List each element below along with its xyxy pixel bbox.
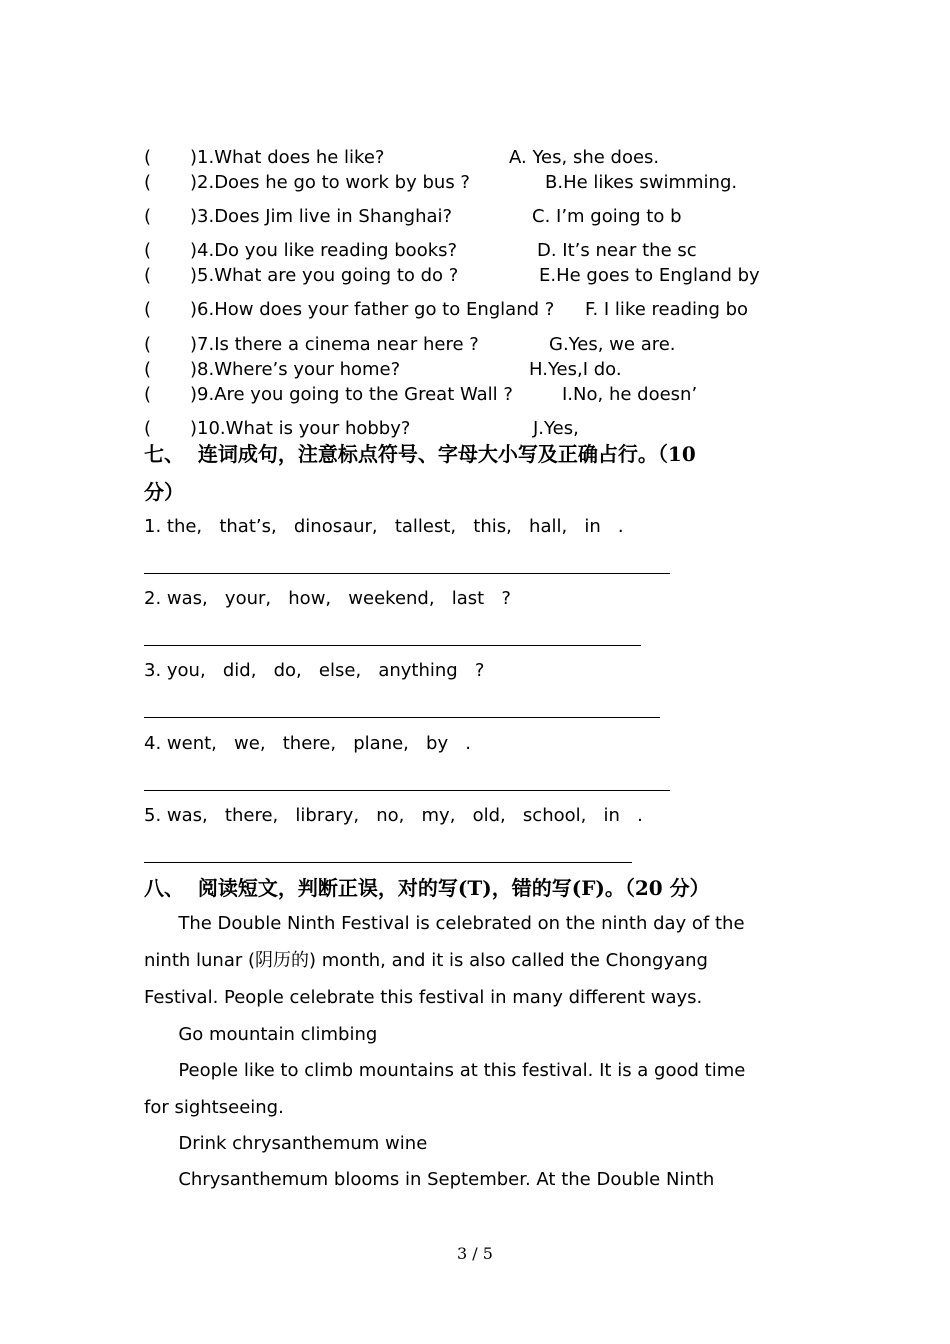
section-eight-heading: 八、 阅读短文，判断正误，对的写(T)，错的写(F)。（20 分） <box>144 876 710 900</box>
passage-line: for sightseeing. <box>144 1097 284 1118</box>
section-seven-heading-cont: 分） <box>144 480 184 504</box>
answer-line[interactable] <box>144 862 632 863</box>
passage-line: People like to climb mountains at this festival. It is a good time <box>144 1060 746 1081</box>
passage-line: The Double Ninth Festival is celebrated on the ninth day of the <box>144 913 745 934</box>
passage-subheading: Drink chrysanthemum wine <box>144 1133 428 1154</box>
answer-line[interactable] <box>144 790 670 791</box>
passage-line: Festival. People celebrate this festival in many different ways. <box>144 987 703 1008</box>
sentence-item: 2. was, your, how, weekend, last ? <box>144 588 511 609</box>
answer-line[interactable] <box>144 645 641 646</box>
passage-line: ninth lunar (阴历的) month, and it is also called the Chongyang <box>144 950 708 971</box>
exam-page: ( )1.What does he like? A. Yes, she does. ( )2.Does he go to work by bus ? B.He likes swimming. ( )3.Does Jim live in Shanghai? C. I’m going to b ( )4.Do you like reading books? D. It’s near the sc ( )5.What are you going to do ? E.He goes to England by ( )6.How does your father go to England ? F. I like reading bo ( )7.Is there a cinema near here ? G.Yes, we are. ( )8.Where’s your home? H.Yes,I do. ( )9.Are you going to the Great Wall ? I.No, he doesn’ ( )10.What is your hobby? J.Yes, 七、 连词成句，注意标点符号、字母大小写及正确占行。（10 分） 1. the, that’s, dinosaur, tallest, this, hall, in . 2. was, your, how, weekend, last ? 3. you, did, do, else, anything ? 4. went, we, there, plane, by . 5. was, there, library, no, my, old, school, in . 八、 阅读短文，判断正误，对的写(T)，错的写(F)。（20 分） The Double Ninth Festival is celebrated on the ninth day of the ninth lunar (阴历的) month, and it is also called the Chongyang Festival. People celebrate this festival in many different ways. Go mountain climbing People like to climb mountains at this festival. It is a good time for sightseeing. Drink chrysanthemum wine Chrysanthemum blooms in September. At the Double Ninth 3 / 5 <box>0 0 950 1344</box>
passage-line: Chrysanthemum blooms in September. At the Double Ninth <box>144 1169 715 1190</box>
answer-line[interactable] <box>144 573 670 574</box>
section-seven-heading: 七、 连词成句，注意标点符号、字母大小写及正确占行。（10 <box>144 442 696 466</box>
page-number: 3 / 5 <box>457 1244 493 1263</box>
sentence-item: 3. you, did, do, else, anything ? <box>144 660 485 681</box>
passage-subheading: Go mountain climbing <box>144 1024 378 1045</box>
sentence-item: 1. the, that’s, dinosaur, tallest, this, hall, in . <box>144 516 624 537</box>
sentence-item: 4. went, we, there, plane, by . <box>144 733 472 754</box>
answer-line[interactable] <box>144 717 660 718</box>
sentence-item: 5. was, there, library, no, my, old, school, in . <box>144 805 643 826</box>
